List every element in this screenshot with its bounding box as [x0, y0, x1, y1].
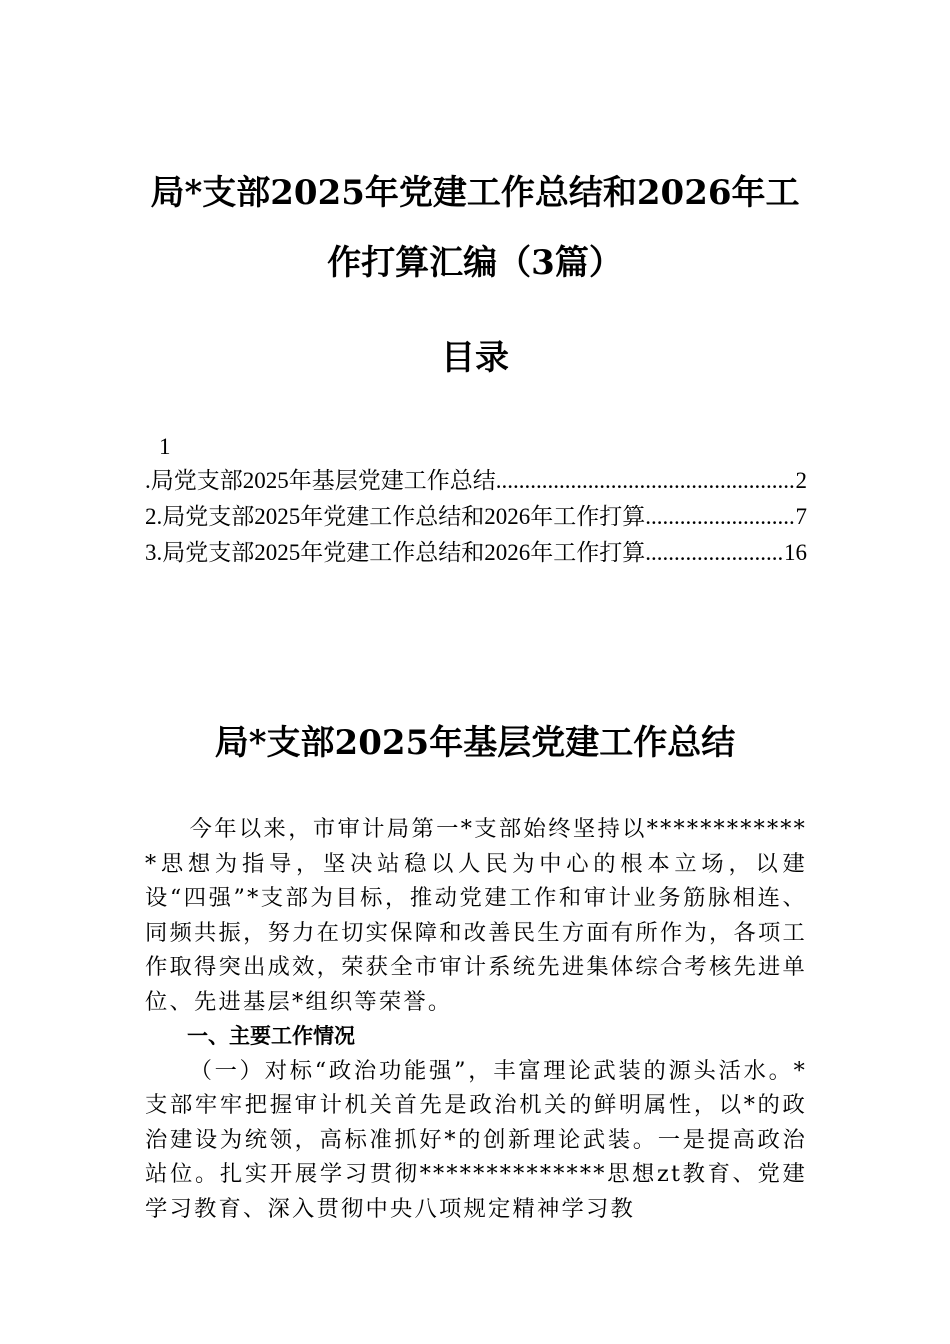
toc-entry-page: 7 — [795, 504, 807, 529]
toc-entry-title: 2.局党支部2025年党建工作总结和2026年工作打算 — [145, 504, 646, 529]
section-heading: 一、主要工作情况 — [187, 1024, 355, 1048]
toc-dot-leader — [645, 500, 795, 534]
toc-entry-page: 2 — [795, 468, 807, 493]
paragraph: （一）对标“政治功能强”，丰富理论武装的源头活水。*支部牢牢把握审计机关首先是政治机关的鲜明属性，以*的政治建设为统领，高标准抓好*的创新理论武装。一是提高政治站位。扎实开展学习贯彻**************思想zt教育、党建学习教育、深入贯彻中央八项规定精神学习教 — [145, 1057, 807, 1222]
body-text — [145, 812, 807, 1226]
paragraph: 今年以来，市审计局第一*支部始终坚持以*************思想为指导，坚决站稳以人民为中心的根本立场，以建设“四强”*支部为目标，推动党建工作和审计业务筋脉相连、同频共振，努力在切实保障和改善民生方面有所作为，各项工作取得突出成效，荣获全市审计系统先进集体综合考核先进单位、先进基层*组织等荣誉。 — [145, 816, 807, 1015]
toc-dot-leader — [645, 536, 784, 570]
toc-entry[interactable] — [145, 464, 807, 498]
section-title: 局*支部2025年基层党建工作总结 — [214, 723, 736, 763]
toc-entry-title: 3.局党支部2025年党建工作总结和2026年工作打算 — [145, 540, 646, 565]
toc-heading: 目录 — [441, 338, 509, 378]
toc-entry[interactable] — [145, 500, 807, 534]
document-title: 局*支部2025年党建工作总结和2026年工作打算汇编（3篇） — [150, 173, 800, 283]
toc-dot-leader — [496, 464, 796, 498]
toc-entry-number: 1 — [159, 434, 171, 459]
toc-entry-title: .局党支部2025年基层党建工作总结 — [145, 468, 496, 493]
toc-entry[interactable] — [145, 536, 807, 570]
toc-entry-page: 16 — [784, 540, 807, 565]
